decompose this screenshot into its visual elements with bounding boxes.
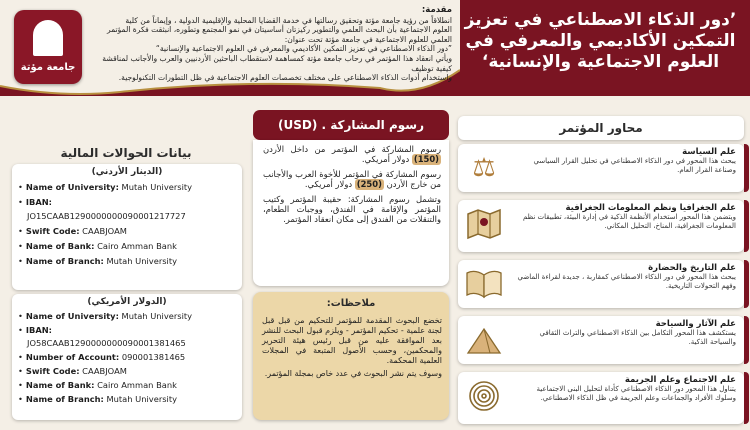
- axis-name: علم الاجتماع وعلم الجريمة: [624, 375, 736, 385]
- axis-name: علم التاريخ والحضارة: [648, 263, 736, 273]
- axis-item-politics: [458, 144, 744, 192]
- axis-item-archaeology: [458, 316, 744, 364]
- conference-title: [458, 10, 743, 73]
- jod-branch-row: • Name of Branch: Mutah University: [18, 256, 177, 266]
- fingerprint-icon: [462, 376, 506, 416]
- usd-heading: (الدولار الأمريكي): [87, 297, 167, 307]
- axis-name: علم الآثار والسياحة: [655, 319, 736, 329]
- jod-iban-label: • IBAN:: [18, 197, 52, 207]
- note-review: تخضع البحوث المقدمة للمؤتمر للتحكيم من قبل قبل لجنة علمية - تحكيم المؤتمر - ويلزم قبول البحث للنشر بعد الموافقة عليه من قبل رئيس هيئة التحرير والمحكمين، وحسب الأصول المتبعة في المجلات العلمية المحكمة.: [262, 316, 442, 365]
- notes-title: ملاحظات:: [326, 298, 376, 309]
- axis-accent: [744, 372, 749, 424]
- axes-title: محاور المؤتمر: [458, 116, 744, 140]
- intro-line: انطلاقاً من رؤية جامعة مؤتة وتحقيق رسالتها في خدمة القضايا المحلية والإقليمية الدولية ، وإيماناً من كلية: [125, 15, 452, 25]
- intro-heading: مقدمة:: [421, 5, 452, 15]
- university-logo: [14, 10, 82, 84]
- axis-accent: [744, 260, 749, 308]
- intro-line: العلوم الاجتماعية بأن البحث العلمي والتطوير ركيزتان أساسيتان في نمو المجتمع وتطوره، انبثقت فكرة المؤتمر: [106, 25, 452, 35]
- intro-section: [92, 6, 452, 83]
- book-icon: [462, 264, 506, 304]
- axis-description: يبحث هذا المحور في دور الذكاء الاصطناعي في تحليل القرار السياسي وصناعة القرار العام.: [533, 157, 736, 174]
- usd-iban-label: • IBAN:: [18, 325, 52, 335]
- axis-accent: [744, 316, 749, 364]
- usd-university-row: • Name of University: Mutah University: [18, 311, 192, 321]
- title-line: التمكين الأكاديمي والمعرفي في: [465, 31, 736, 51]
- usd-branch-row: • Name of Branch: Mutah University: [18, 394, 177, 404]
- axis-description: ويتضمن هذا المحور استخدام الأنظمة الذكية في إدارة البيئة، تطبيقات نظم المعلومات الجغرافية، المناخ، التحليل المكاني.: [522, 213, 736, 230]
- map-icon: [462, 204, 506, 244]
- axis-item-history: [458, 260, 744, 308]
- axis-accent: [744, 144, 749, 192]
- logo-emblem-icon: [33, 20, 63, 56]
- conference-axes: [458, 116, 744, 424]
- axis-description: يستكشف هذا المحور التكامل بين الذكاء الاصطناعي والتراث الثقافي والسياحة الذكية.: [539, 329, 736, 346]
- jod-account-block: [12, 164, 242, 290]
- title-line: العلوم الاجتماعية والإنسانية‘: [481, 52, 720, 72]
- axis-accent: [744, 200, 749, 252]
- fee-foreign-amount: (250): [356, 179, 382, 190]
- axis-item-geography: [458, 200, 744, 252]
- axis-description: يتناول هذا المحور دور الذكاء الاصطناعي كأداة لتحليل البنى الاجتماعية وسلوك الأفراد والجماعات وعلم الجريمة في ظل الذكاء الاصطناعي.: [536, 385, 736, 402]
- intro-line: ويأتي انعقاد هذا المؤتمر في رحاب جامعة مؤتة كمساهمة لاستقطاب الباحثين الأردنيين والعرب والأجانب لمناقشة كيفية توظيف: [102, 53, 452, 73]
- transfers-title: بيانات الحوالات المالية: [60, 146, 192, 160]
- intro-line: واستخدام أدوات الذكاء الاصطناعي على مختلف تخصصات العلوم الاجتماعية في ظل التطورات التكنولوجية.: [118, 73, 452, 83]
- notes-panel: [253, 292, 449, 420]
- intro-line: العلمي للعلوم الاجتماعية في جامعة مؤتة تحت عنوان:: [284, 34, 452, 44]
- usd-iban-value: JO58CAAB1290000000090001381465: [27, 338, 186, 348]
- title-line: ’دور الذكاء الاصطناعي في تعزيز: [464, 10, 737, 30]
- jod-heading: (الدينار الأردني): [91, 167, 163, 177]
- jod-swift-row: • Swift Code: CAABJOAM: [18, 226, 127, 236]
- fee-local: رسوم المشاركة في المؤتمر من داخل الأردن (150) دولار أمريكي.: [263, 144, 441, 165]
- axis-name: علم السياسة: [682, 147, 736, 157]
- fee-includes: وتشمل رسوم المشاركة: حقيبة المؤتمر وكتيب المؤتمر والإقامة في الفندق، ووجبات الطعام، والتنقلات من الفندق إلى مكان انعقاد المؤتمر.: [263, 193, 441, 225]
- usd-swift-row: • Swift Code: CAABJOAM: [18, 366, 127, 376]
- jod-iban-value: JO15CAAB1290000000090001217727: [27, 211, 186, 221]
- transfers-section: [8, 138, 244, 424]
- note-publication: وسوف يتم نشر البحوث في عدد خاص بمجلة المؤتمر.: [264, 369, 442, 378]
- fees-title: رسوم المشاركة . (USD): [253, 110, 449, 140]
- intro-line: ”دور الذكاء الاصطناعي في تعزيز التمكين الأكاديمي والمعرفي في العلوم الاجتماعية والإنسانية“: [155, 44, 452, 54]
- fees-panel: [253, 140, 449, 286]
- pyramid-icon: [462, 320, 506, 360]
- usd-bank-row: • Name of Bank: Cairo Amman Bank: [18, 380, 177, 390]
- fee-local-amount: (150): [413, 154, 439, 165]
- logo-text: جامعة مؤتة: [20, 62, 76, 73]
- hero-banner: [0, 0, 750, 96]
- jod-university-row: • Name of University: Mutah University: [18, 182, 192, 192]
- usd-account-row: • Number of Account: 090001381465: [18, 352, 185, 362]
- usd-account-block: [12, 294, 242, 420]
- scales-icon: ⚖: [472, 153, 496, 183]
- axis-description: يبحث هذا المحور في دور الذكاء الاصطناعي كمقاربة ، جديدة لقراءة الماضي وفهم التحولات التاريخية.: [517, 273, 736, 290]
- axis-item-sociology: [458, 372, 744, 424]
- axis-name: علم الجغرافيا ونظم المعلومات الجغرافية: [565, 203, 736, 213]
- fee-foreign: رسوم المشاركة في المؤتمر للأخوة العرب والأجانب من خارج الأردن (250) دولار أمريكي.: [263, 168, 441, 190]
- jod-bank-row: • Name of Bank: Cairo Amman Bank: [18, 241, 177, 251]
